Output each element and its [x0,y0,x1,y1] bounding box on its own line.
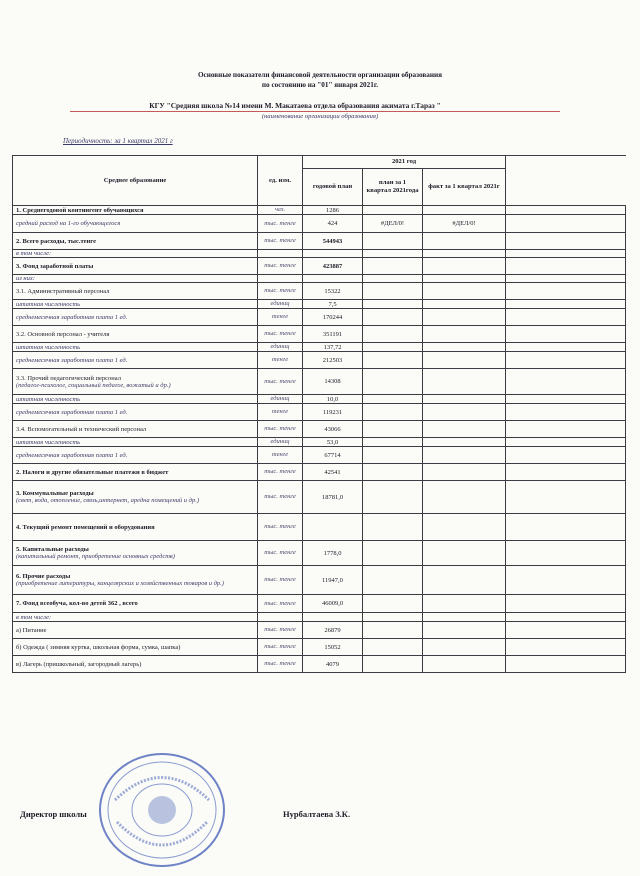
row-plan-quarter [363,438,423,447]
row-name: среднемесячная заработная плата 1 ед. [16,313,128,321]
row-unit: тыс. тенге [258,233,303,250]
row-name: штатная численность [16,395,81,403]
row-fact [423,275,506,283]
row-plan-quarter [363,395,423,404]
row-label [13,639,258,656]
table-row [13,481,626,514]
row-label [13,566,258,595]
table-row [13,613,626,622]
table-row [13,206,626,215]
row-label [13,514,258,541]
row-fact [423,622,506,639]
row-unit: единиц [258,300,303,309]
row-plan: 1778,0 [303,541,363,566]
row-subnote: (приобретение литературы, канцелярских и хозяйственных товаров и др.) [16,580,224,587]
table-row [13,300,626,309]
row-plan-quarter [363,639,423,656]
row-fact [423,541,506,566]
row-fact: #ДЕЛ/0! [423,215,506,233]
row-plan: 1286 [303,206,363,215]
row-name: в том числе: [16,613,52,621]
row-label [13,447,258,464]
table-row [13,352,626,369]
col-main-header: Среднее образование [13,156,258,206]
row-fact [423,514,506,541]
row-plan-quarter [363,250,423,258]
row-blank [506,404,626,421]
row-name: а) Питание [16,626,47,634]
row-unit: тыс. тенге [258,283,303,300]
row-label [13,369,258,395]
row-unit: тенге [258,447,303,464]
row-label [13,343,258,352]
row-label [13,215,258,233]
row-name: средний расход на 1-го обучающегося [16,220,121,227]
row-plan-quarter [363,275,423,283]
table-row [13,464,626,481]
row-name: штатная численность [16,343,81,351]
row-unit: тыс. тенге [258,326,303,343]
row-plan-quarter [363,283,423,300]
table-row [13,283,626,300]
table-row [13,395,626,404]
row-fact [423,464,506,481]
row-fact [423,369,506,395]
row-unit: тыс. тенге [258,595,303,613]
row-plan-quarter [363,447,423,464]
row-plan-quarter [363,309,423,326]
row-plan: 424 [303,215,363,233]
row-blank [506,541,626,566]
row-blank [506,300,626,309]
row-unit: тыс. тенге [258,369,303,395]
row-label [13,309,258,326]
row-unit: тенге [258,404,303,421]
row-label [13,656,258,673]
row-label [13,421,258,438]
official-stamp [95,750,230,870]
row-blank [506,275,626,283]
row-plan: 14308 [303,369,363,395]
row-fact [423,404,506,421]
row-name: среднемесячная заработная плата 1 ед. [16,451,128,459]
row-unit: единиц [258,343,303,352]
table-row [13,215,626,233]
row-fact [423,309,506,326]
row-fact [423,656,506,673]
row-name: б) Одежда ( зимняя куртка, школьная форма, сумка, шапка) [16,643,181,651]
row-label [13,622,258,639]
row-plan: 18781,0 [303,481,363,514]
row-unit: тыс. тенге [258,514,303,541]
row-name: 3.2. Основной персонал - учителя [16,330,110,338]
row-plan-quarter [363,206,423,215]
row-unit: тыс. тенге [258,481,303,514]
table-row [13,595,626,613]
org-note: (наименование организации образования) [261,113,379,120]
row-fact [423,447,506,464]
row-label [13,206,258,215]
col-fact-header: факт за 1 квартал 2021г [423,169,506,206]
row-unit: тыс. тенге [258,464,303,481]
row-name: 5. Капитальные расходы [16,546,89,553]
row-plan [303,514,363,541]
row-plan-quarter [363,514,423,541]
row-plan: 10,0 [303,395,363,404]
row-plan-quarter [363,421,423,438]
row-fact [423,283,506,300]
row-label [13,300,258,309]
row-label [13,352,258,369]
row-label [13,283,258,300]
row-unit: тыс. тенге [258,656,303,673]
period-line: Периодичность: за 1 квартал 2021 г [63,137,173,145]
row-blank [506,395,626,404]
row-unit: тенге [258,309,303,326]
row-fact [423,481,506,514]
row-fact [423,343,506,352]
row-plan: 212503 [303,352,363,369]
row-blank [506,464,626,481]
row-label [13,326,258,343]
row-plan-quarter [363,352,423,369]
row-label [13,250,258,258]
table-row [13,343,626,352]
row-unit: единиц [258,438,303,447]
row-unit: тыс. тенге [258,639,303,656]
row-plan: 137,72 [303,343,363,352]
table-row [13,233,626,250]
row-blank [506,639,626,656]
row-label [13,464,258,481]
col-unit-header: ед. изм. [258,156,303,206]
row-name: 3. Коммунальные расходы [16,490,94,497]
row-blank [506,514,626,541]
row-fact [423,258,506,275]
doc-date: по состоянию на "01" января 2021г. [261,81,379,89]
row-fact [423,250,506,258]
row-label [13,541,258,566]
row-plan: 53,0 [303,438,363,447]
row-plan: 67714 [303,447,363,464]
row-name: в) Лагерь (пришкольный, загородный лагерь) [16,660,142,668]
row-unit: единиц [258,395,303,404]
row-blank [506,595,626,613]
row-plan-quarter [363,300,423,309]
row-name: 3.3. Прочий педагогический персонал [16,374,121,382]
row-blank [506,447,626,464]
row-plan [303,613,363,622]
row-name: в том числе: [16,250,52,257]
table-row [13,656,626,673]
table-row [13,421,626,438]
row-unit: тыс. тенге [258,541,303,566]
row-fact [423,595,506,613]
row-plan: 42541 [303,464,363,481]
row-name: 7. Фонд всеобуча, кол-во детей 362 , всего [16,600,138,607]
table-row [13,326,626,343]
row-label [13,481,258,514]
col-plan-header: годовой план [303,169,363,206]
row-plan: 26879 [303,622,363,639]
row-fact [423,421,506,438]
row-plan-quarter [363,258,423,275]
table-row [13,250,626,258]
row-plan-quarter [363,541,423,566]
row-plan: 351191 [303,326,363,343]
table-row [13,447,626,464]
finance-table [12,155,626,673]
row-blank [506,656,626,673]
table-row [13,639,626,656]
table-row [13,514,626,541]
row-label [13,233,258,250]
row-fact [423,300,506,309]
row-blank [506,438,626,447]
row-unit: тенге [258,352,303,369]
row-unit: тыс. тенге [258,215,303,233]
row-name: 4. Текущий ремонт помещений и оборудования [16,523,155,531]
row-unit: тыс. тенге [258,421,303,438]
table-row [13,566,626,595]
row-blank [506,258,626,275]
row-blank [506,250,626,258]
table-row [13,369,626,395]
row-plan: 11947,0 [303,566,363,595]
table-row [13,438,626,447]
row-name: среднемесячная заработная плата 1 ед. [16,356,128,364]
table-row [13,309,626,326]
row-fact [423,566,506,595]
row-plan-quarter [363,481,423,514]
row-plan: 7,5 [303,300,363,309]
row-plan-quarter [363,613,423,622]
row-fact [423,639,506,656]
table-row [13,404,626,421]
row-fact [423,326,506,343]
row-blank [506,233,626,250]
row-name: 6. Прочие расходы [16,573,71,580]
row-label [13,258,258,275]
row-plan: 544943 [303,233,363,250]
row-name: из них: [16,275,35,282]
signature-name: Нурбалтаева З.К. [283,809,351,819]
row-name: 2. Налоги и другие обязательные платежи в бюджет [16,468,169,476]
row-label [13,275,258,283]
row-blank [506,566,626,595]
row-unit [258,275,303,283]
row-plan-quarter: #ДЕЛ/0! [363,215,423,233]
row-subnote: (свет, вода, отопление, связь,интернет, аредна помещений и др.) [16,497,199,504]
row-plan-quarter [363,326,423,343]
row-plan-quarter [363,404,423,421]
row-name: среднемесячная заработная плата 1 ед. [16,408,128,416]
row-label [13,404,258,421]
table-row [13,622,626,639]
row-name: штатная численность [16,300,81,308]
doc-title: Основные показатели финансовой деятельности организации образования [197,71,443,79]
row-blank [506,215,626,233]
row-label [13,438,258,447]
row-plan-quarter [363,622,423,639]
row-label [13,595,258,613]
row-plan [303,275,363,283]
row-unit: чел. [258,206,303,215]
row-plan-quarter [363,656,423,673]
table-row [13,275,626,283]
table-row [13,258,626,275]
row-unit: тыс. тенге [258,566,303,595]
row-unit: тыс. тенге [258,622,303,639]
row-name: 1. Среднегодовой контингент обучающихся [16,206,144,214]
row-plan: 15322 [303,283,363,300]
row-blank [506,309,626,326]
row-fact [423,233,506,250]
row-name: 3.1. Административный персонал [16,287,110,295]
row-plan: 170244 [303,309,363,326]
row-blank [506,352,626,369]
row-fact [423,395,506,404]
row-blank [506,622,626,639]
row-fact [423,206,506,215]
row-plan-quarter [363,464,423,481]
row-blank [506,283,626,300]
row-unit [258,613,303,622]
row-blank [506,206,626,215]
row-name: 3. Фонд заработной платы [16,262,94,270]
row-blank [506,421,626,438]
row-label [13,613,258,622]
row-plan-quarter [363,595,423,613]
table-blank-header [506,156,626,206]
row-fact [423,438,506,447]
col-year-header: 2021 год [303,156,506,169]
org-underline [70,111,560,112]
row-blank [506,326,626,343]
table-row [13,541,626,566]
row-plan: 43066 [303,421,363,438]
row-subnote: (капитальный ремонт, приобретение основных средств) [16,553,175,560]
row-plan: 15052 [303,639,363,656]
row-blank [506,481,626,514]
row-plan: 119231 [303,404,363,421]
row-subnote: (педагог-психолог, социальный педагог, вожатый и др.) [16,381,171,389]
row-plan-quarter [363,233,423,250]
row-blank [506,369,626,395]
row-plan-quarter [363,369,423,395]
row-plan-quarter [363,566,423,595]
row-blank [506,343,626,352]
row-fact [423,352,506,369]
col-plan-q-header: план за 1 квартал 2021года [363,169,423,206]
row-name: 2. Всего расходы, тыс.тенге [16,237,97,245]
row-blank [506,613,626,622]
row-fact [423,613,506,622]
row-plan: 423887 [303,258,363,275]
row-plan: 46009,0 [303,595,363,613]
row-plan: 4079 [303,656,363,673]
row-plan [303,250,363,258]
row-plan-quarter [363,343,423,352]
row-unit: тыс. тенге [258,258,303,275]
row-name: штатная численность [16,438,81,446]
org-name: КГУ "Средняя школа №14 имени М. Макатаева отдела образования акимата г.Тараз " [149,101,441,110]
row-name: 3.4. Вспомогательный и технический персонал [16,425,147,433]
row-label [13,395,258,404]
row-unit [258,250,303,258]
signature-director: Директор школы [20,809,87,819]
